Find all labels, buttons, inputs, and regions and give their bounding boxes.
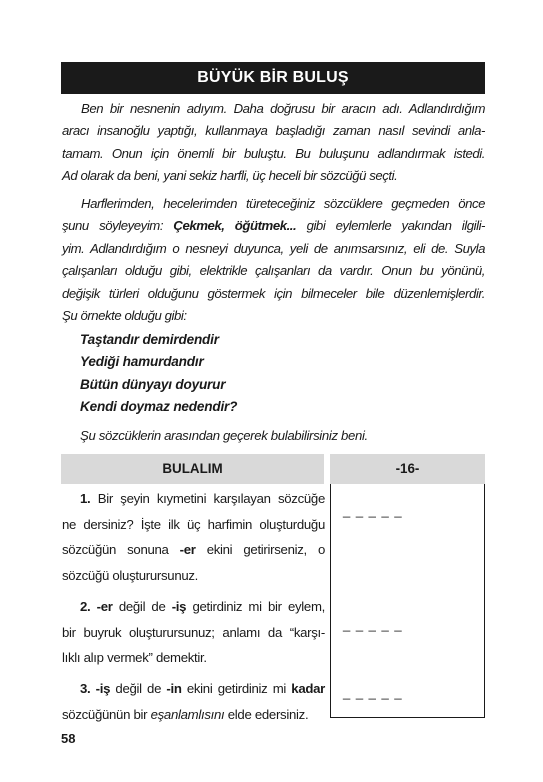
paragraph-line: değişik türleri olduğunu göstermek için bilmeceler bile düzenlemişlerdir. — [62, 285, 485, 301]
instruction-line: Şu sözcüklerin arasından geçerek bulabilirsiniz beni. — [80, 428, 368, 443]
question-number: 3. — [80, 681, 91, 696]
question-line — [62, 594, 325, 620]
line-text: elde edersiniz. — [224, 706, 309, 722]
paragraph-line: yim. Adlandırdığım o nesneyi duyunca, yeli de anımsarsınız, eli de. Suyla — [62, 240, 485, 256]
keyword: kadar — [291, 681, 325, 696]
suffix: -in — [166, 681, 182, 696]
line-text: sözcüğün sonuna — [62, 542, 180, 558]
answer-blank-1[interactable]: _ _ _ _ _ — [343, 503, 403, 518]
riddle-block — [80, 329, 380, 419]
line-text: ekini getirirseniz, o — [195, 542, 325, 558]
question-line: bir buyruk oluşturursunuz; anlamı da “karşı- — [62, 624, 325, 640]
answer-column — [330, 484, 485, 718]
question-1 — [62, 486, 325, 588]
question-3 — [62, 676, 325, 727]
question-line: sözcüğü oluşturursunuz. — [62, 567, 199, 583]
question-number: 2. — [80, 599, 91, 614]
page-number: 58 — [61, 731, 76, 746]
suffix: -iş — [171, 599, 187, 614]
paragraph-line: çalışanları olduğu gibi, elektrikle çalışanları da vardır. Onun bu yönünü, — [62, 263, 485, 279]
intro-paragraph — [62, 98, 485, 188]
paragraph-line: Harflerimden, hecelerimden türeteceğiniz sözcüklere geçmeden önce — [81, 196, 485, 211]
paragraph-line: Şu örnekte olduğu gibi: — [62, 308, 187, 324]
paragraph-line — [62, 215, 485, 237]
riddle-line: Bütün dünyayı doyurur — [80, 376, 226, 392]
line-text: Bir şeyin kıymetini karşılayan sözcüğe — [90, 491, 325, 506]
line-text: gibi eylemlerle yakından ilgili- — [296, 218, 485, 234]
line-text: değil de — [110, 681, 167, 696]
line-text: şunu söyleyeyim: — [62, 218, 174, 234]
paragraph-line: aracı insanoğlu yaptığı, kullanmaya başladığı zaman nasıl sevindi anla- — [62, 123, 485, 139]
page-title: BÜYÜK BİR BULUŞ — [61, 62, 485, 94]
answer-blank-2[interactable]: _ _ _ _ _ — [343, 617, 403, 632]
line-text: getirdiniz mi bir eylem, — [186, 599, 325, 614]
question-line: ne dersiniz? İşte ilk üç harfimin oluşturduğu — [62, 516, 325, 532]
question-line — [62, 676, 325, 702]
line-text: değil de — [112, 599, 172, 614]
table-header-bulalim: BULALIM — [61, 454, 324, 484]
suffix: -iş — [95, 681, 111, 696]
suffix: -er — [179, 542, 196, 558]
question-number: 1. — [80, 491, 91, 506]
second-paragraph — [62, 193, 485, 327]
question-line — [62, 537, 325, 563]
riddle-line: Taştandır demirdendir — [80, 332, 219, 347]
paragraph-line: Ad olarak da beni, yani sekiz harfli, üç heceli bir sözcüğü seçti. — [62, 168, 398, 184]
question-2 — [62, 594, 325, 671]
line-text: sözcüğünün bir — [62, 706, 151, 722]
answer-blank-3[interactable]: _ _ _ _ _ — [343, 685, 403, 700]
riddle-line: Kendi doymaz nedendir? — [80, 399, 238, 415]
question-line — [62, 486, 325, 512]
suffix: -er — [96, 599, 113, 614]
question-line: lıklı alıp vermek” demektir. — [62, 650, 207, 666]
riddle-line: Yediği hamurdandır — [80, 354, 204, 370]
paragraph-line: Ben bir nesnenin adıyım. Daha doğrusu bir aracın adı. Adlandırdığım — [81, 101, 485, 116]
question-line — [62, 702, 325, 728]
emphasis-word: eşanlamlısını — [150, 706, 225, 722]
line-text: ekini getirdiniz mi — [181, 681, 292, 696]
paragraph-line: tamam. Onun için önemli bir buluştu. Bu buluşunu adlandırmak istedi. — [62, 145, 485, 161]
emphasis-verbs: Çekmek, öğütmek... — [173, 218, 297, 234]
table-header-number: -16- — [330, 454, 485, 484]
